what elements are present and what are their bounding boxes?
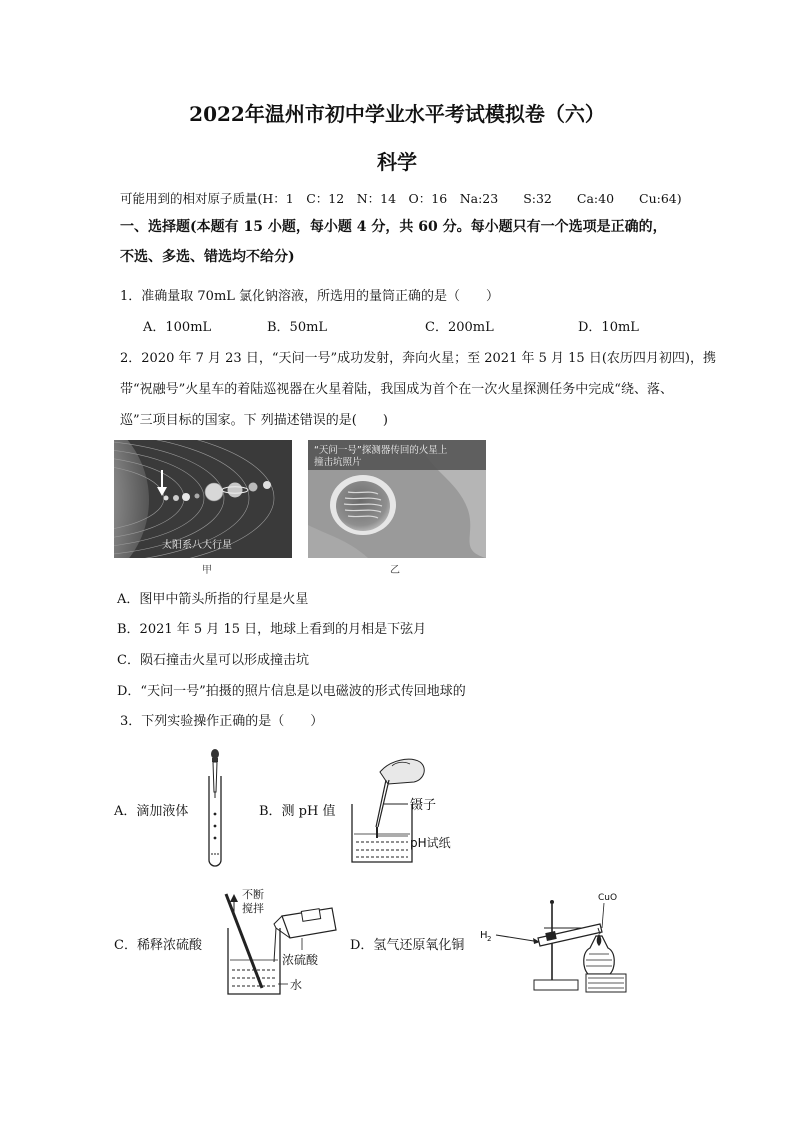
q2-stem-line1: 2．2020 年 7 月 23 日，“天问一号”成功发射，奔向火星；至 2021 年 5 月 15 日(农历四月初四)，携 — [120, 351, 716, 366]
q2-option-b: B．2021 年 5 月 15 日，地球上看到的月相是下弦月 — [117, 622, 427, 637]
dropper-test-tube-figure — [200, 748, 230, 868]
ph-paper-label: pH试纸 — [410, 836, 451, 850]
q2-stem-line2: 带“祝融号”火星车的着陆巡视器在火星着陆，我国成为首个在一次火星探测任务中完成“绕、落、 — [120, 382, 673, 397]
water-label: 水 — [290, 978, 303, 992]
q2-stem-line3: 巡”三项目标的国家。下 列描述错误的是( ) — [120, 413, 388, 428]
solar-system-image — [114, 440, 292, 574]
subject-title: 科学 — [377, 150, 417, 174]
q3-option-b: B．测 pH 值 — [259, 804, 336, 819]
dilute-acid-figure — [210, 886, 350, 1002]
stir-label-1: 不断 — [242, 888, 264, 901]
solar-system-label: 太阳系八大行星 — [162, 540, 232, 551]
atomic-masses: 可能用到的相对原子质量(H：1 C：12 N：14 O：16 Na:23 S:32 Ca:40 Cu:64) — [120, 191, 682, 206]
section-heading-line1: 一、选择题(本题有 15 小题，每小题 4 分，共 60 分。每小题只有一个选项是正确的， — [120, 219, 667, 235]
mars-crater-image — [308, 440, 486, 574]
q3-stem: 3．下列实验操作正确的是（ ） — [120, 714, 324, 729]
page-title: 2022年温州市初中学业水平考试模拟卷（六） — [189, 102, 605, 126]
caption-jia: 甲 — [202, 565, 212, 576]
q2-option-d: D．“天问一号”拍摄的照片信息是以电磁波的形式传回地球的 — [117, 684, 466, 699]
h2-subscript: 2 — [487, 935, 492, 943]
mars-image-label-line2: 撞击坑照片 — [314, 457, 362, 468]
stir-label-2: 搅拌 — [242, 902, 264, 915]
tweezers-label: 镊子 — [410, 798, 437, 813]
conc-acid-label: 浓硫酸 — [282, 953, 319, 967]
q1-option-a: A．100mL — [143, 320, 212, 335]
section-heading-line2: 不选、多选、错选均不给分) — [120, 249, 295, 265]
q1-option-d: D．10mL — [578, 320, 639, 335]
q1-option-b: B．50mL — [267, 320, 328, 335]
q3-option-a: A．滴加液体 — [114, 804, 189, 819]
q1-option-c: C．200mL — [425, 320, 494, 335]
ph-test-figure — [340, 752, 470, 872]
cuo-label: CuO — [598, 893, 618, 903]
hydrogen-reduction-figure — [476, 888, 636, 998]
mars-image-label-line1: “天问一号”探测器传回的火星上 — [314, 445, 448, 456]
q3-option-d: D．氢气还原氧化铜 — [350, 938, 465, 953]
h2-label: H — [480, 930, 488, 941]
q2-option-a: A．图甲中箭头所指的行星是火星 — [117, 592, 309, 607]
q1-stem: 1．准确量取 70mL 氯化钠溶液，所选用的量筒正确的是（ ） — [120, 289, 500, 304]
q2-option-c: C．陨石撞击火星可以形成撞击坑 — [117, 653, 309, 668]
caption-yi: 乙 — [390, 565, 400, 576]
q3-option-c: C．稀释浓硫酸 — [114, 938, 202, 953]
